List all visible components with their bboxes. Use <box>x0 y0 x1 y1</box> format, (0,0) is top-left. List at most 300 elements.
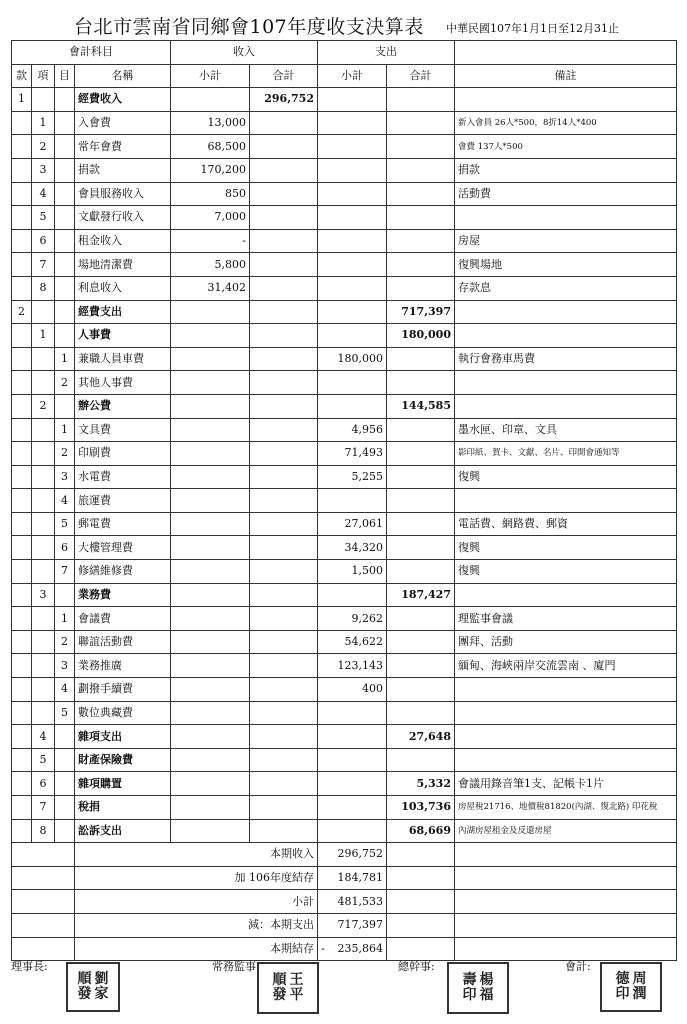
income-subtotal-cell <box>171 489 250 513</box>
xiang-cell <box>32 536 55 560</box>
note-cell <box>455 88 677 112</box>
note-cell <box>455 583 677 607</box>
header-row-2 <box>12 64 677 88</box>
item-name-cell: 經費收入 <box>75 88 171 112</box>
note-cell <box>455 678 677 702</box>
summary-blank-cell <box>387 913 455 937</box>
income-total-cell <box>250 253 318 277</box>
kuan-cell <box>12 678 32 702</box>
item-name-cell: 人事費 <box>75 324 171 348</box>
note-cell: 內湖房屋租金及反還房屋 <box>455 819 677 843</box>
mu-cell: 1 <box>55 347 75 371</box>
income-total-cell <box>250 560 318 584</box>
expense-total-cell <box>387 347 455 371</box>
note-cell <box>455 489 677 513</box>
income-total-cell <box>250 819 318 843</box>
table-row <box>12 135 677 159</box>
note-cell: 影印紙、賀卡、文獻、名片、印開會通知等 <box>455 442 677 466</box>
expense-subtotal-cell <box>318 158 387 182</box>
expense-total-cell <box>387 158 455 182</box>
note-cell: 電話費、網路費、郵資 <box>455 512 677 536</box>
table-row <box>12 819 677 843</box>
expense-subtotal-cell <box>318 324 387 348</box>
expense-subtotal-cell <box>318 229 387 253</box>
header-income-total: 合計 <box>250 64 318 88</box>
table-row <box>12 88 677 112</box>
sig-secretary-label: 總幹事: <box>398 960 435 973</box>
note-cell: 墨水匣、印章、文具 <box>455 418 677 442</box>
note-cell: 房屋稅21716、地價稅81820(內湖、復北路) 印花稅 <box>455 796 677 820</box>
income-total-cell <box>250 158 318 182</box>
income-subtotal-cell <box>171 88 250 112</box>
kuan-cell <box>12 182 32 206</box>
mu-cell <box>55 158 75 182</box>
expense-total-cell <box>387 630 455 654</box>
mu-cell <box>55 229 75 253</box>
xiang-cell <box>32 512 55 536</box>
table-row <box>12 229 677 253</box>
expense-total-cell <box>387 442 455 466</box>
mu-cell: 3 <box>55 654 75 678</box>
table-row <box>12 206 677 230</box>
note-cell: 復興 <box>455 465 677 489</box>
table-row <box>12 489 677 513</box>
income-total-cell <box>250 324 318 348</box>
table-row <box>12 371 677 395</box>
xiang-cell: 6 <box>32 229 55 253</box>
income-total-cell <box>250 607 318 631</box>
expense-subtotal-cell <box>318 135 387 159</box>
header-expense-total: 合計 <box>387 64 455 88</box>
summary-blank-cell <box>55 866 75 890</box>
income-subtotal-cell <box>171 630 250 654</box>
mu-cell <box>55 394 75 418</box>
xiang-cell: 8 <box>32 276 55 300</box>
expense-total-cell <box>387 654 455 678</box>
kuan-cell <box>12 772 32 796</box>
note-cell: 緬甸、海峽兩岸交流雲南 、廈門 <box>455 654 677 678</box>
item-name-cell: 辦公費 <box>75 394 171 418</box>
summary-label-cell <box>75 866 318 890</box>
mu-cell: 4 <box>55 678 75 702</box>
summary-blank-cell <box>387 890 455 914</box>
summary-blank-cell <box>455 843 677 867</box>
expense-subtotal-cell <box>318 489 387 513</box>
item-name-cell: 場地清潔費 <box>75 253 171 277</box>
xiang-cell: 3 <box>32 583 55 607</box>
income-total-cell <box>250 465 318 489</box>
table-row <box>12 654 677 678</box>
expense-total-cell: 5,332 <box>387 772 455 796</box>
note-cell: 存款息 <box>455 276 677 300</box>
income-subtotal-cell <box>171 607 250 631</box>
kuan-cell: 1 <box>12 88 32 112</box>
expense-subtotal-cell <box>318 182 387 206</box>
income-subtotal-cell <box>171 324 250 348</box>
note-cell <box>455 394 677 418</box>
expense-subtotal-cell: 4,956 <box>318 418 387 442</box>
income-total-cell <box>250 371 318 395</box>
table-row <box>12 324 677 348</box>
note-cell: 執行會務車馬費 <box>455 347 677 371</box>
income-total-cell <box>250 678 318 702</box>
income-total-cell <box>250 748 318 772</box>
item-name-cell: 印刷費 <box>75 442 171 466</box>
item-name-cell: 大樓管理費 <box>75 536 171 560</box>
note-cell: 團拜、活動 <box>455 630 677 654</box>
expense-total-cell <box>387 111 455 135</box>
xiang-cell <box>32 347 55 371</box>
expense-total-cell: 103,736 <box>387 796 455 820</box>
table-row <box>12 678 677 702</box>
xiang-cell <box>32 300 55 324</box>
income-subtotal-cell <box>171 654 250 678</box>
summary-blank-cell <box>455 913 677 937</box>
note-cell <box>455 748 677 772</box>
expense-subtotal-cell <box>318 371 387 395</box>
mu-cell: 4 <box>55 489 75 513</box>
expense-subtotal-cell: 9,262 <box>318 607 387 631</box>
header-expense: 支出 <box>318 41 455 65</box>
note-cell: 活動費 <box>455 182 677 206</box>
kuan-cell <box>12 276 32 300</box>
expense-total-cell <box>387 206 455 230</box>
kuan-cell <box>12 465 32 489</box>
kuan-cell <box>12 158 32 182</box>
table-row <box>12 512 677 536</box>
mu-cell <box>55 725 75 749</box>
income-total-cell <box>250 300 318 324</box>
expense-total-cell <box>387 536 455 560</box>
income-total-cell <box>250 347 318 371</box>
expense-total-cell <box>387 418 455 442</box>
item-name-cell: 財產保險費 <box>75 748 171 772</box>
note-cell <box>455 701 677 725</box>
mu-cell <box>55 206 75 230</box>
income-subtotal-cell <box>171 583 250 607</box>
mu-cell: 2 <box>55 371 75 395</box>
mu-cell <box>55 772 75 796</box>
mu-cell <box>55 182 75 206</box>
note-cell: 理監事會議 <box>455 607 677 631</box>
item-name-cell: 文具費 <box>75 418 171 442</box>
expense-subtotal-cell <box>318 253 387 277</box>
expense-total-cell: 180,000 <box>387 324 455 348</box>
item-name-cell: 業務推廣 <box>75 654 171 678</box>
header-income-subtotal: 小計 <box>171 64 250 88</box>
income-subtotal-cell: 13,000 <box>171 111 250 135</box>
mu-cell <box>55 819 75 843</box>
xiang-cell: 7 <box>32 796 55 820</box>
accountant-seal-stamp: 周 潤 德 印 <box>600 962 662 1012</box>
summary-blank-cell <box>32 866 55 890</box>
table-row <box>12 347 677 371</box>
item-name-cell: 劃撥手續費 <box>75 678 171 702</box>
mu-cell: 5 <box>55 701 75 725</box>
income-subtotal-cell: 7,000 <box>171 206 250 230</box>
note-cell <box>455 725 677 749</box>
income-subtotal-cell <box>171 536 250 560</box>
summary-value: 481,533 <box>337 894 383 908</box>
xiang-cell <box>32 654 55 678</box>
summary-value: 235,864 <box>337 941 383 955</box>
mu-cell: 2 <box>55 442 75 466</box>
header-income: 收入 <box>171 41 318 65</box>
mu-cell: 1 <box>55 418 75 442</box>
xiang-cell: 4 <box>32 182 55 206</box>
table-row <box>12 536 677 560</box>
expense-subtotal-cell: 123,143 <box>318 654 387 678</box>
kuan-cell <box>12 111 32 135</box>
expense-total-cell <box>387 512 455 536</box>
expense-total-cell <box>387 701 455 725</box>
expense-subtotal-cell <box>318 300 387 324</box>
table-row <box>12 725 677 749</box>
document-title: 台北市雲南省同鄉會107年度收支決算表 <box>74 16 424 38</box>
xiang-cell: 2 <box>32 394 55 418</box>
income-subtotal-cell <box>171 300 250 324</box>
summary-blank-cell <box>32 913 55 937</box>
mu-cell <box>55 583 75 607</box>
expense-total-cell <box>387 678 455 702</box>
mu-cell <box>55 88 75 112</box>
expense-total-cell <box>387 182 455 206</box>
xiang-cell <box>32 607 55 631</box>
summary-label-cell <box>75 843 318 867</box>
kuan-cell <box>12 796 32 820</box>
summary-label-cell <box>75 937 318 961</box>
kuan-cell <box>12 324 32 348</box>
kuan-cell <box>12 701 32 725</box>
expense-total-cell: 68,669 <box>387 819 455 843</box>
header-xiang: 項 <box>32 64 55 88</box>
header-account: 會計科目 <box>12 41 171 65</box>
expense-total-cell: 144,585 <box>387 394 455 418</box>
mu-cell: 6 <box>55 536 75 560</box>
summary-blank-cell <box>387 843 455 867</box>
xiang-cell <box>32 489 55 513</box>
xiang-cell <box>32 418 55 442</box>
table-row <box>12 607 677 631</box>
item-name-cell: 文獻發行收入 <box>75 206 171 230</box>
mu-cell <box>55 135 75 159</box>
expense-subtotal-cell: 1,500 <box>318 560 387 584</box>
secretary-seal-stamp: 楊 福 壽 印 <box>447 962 509 1014</box>
expense-total-cell <box>387 560 455 584</box>
sig-supervisor-label: 常務監事 <box>212 960 256 973</box>
table-row <box>12 418 677 442</box>
chair-seal-stamp: 劉 家 順 發 <box>66 962 120 1012</box>
table-row <box>12 465 677 489</box>
xiang-cell: 5 <box>32 206 55 230</box>
kuan-cell <box>12 607 32 631</box>
mu-cell: 3 <box>55 465 75 489</box>
kuan-cell <box>12 489 32 513</box>
mu-cell <box>55 111 75 135</box>
period-label: 中華民國107年1月1日至12月31止 <box>446 22 619 35</box>
income-subtotal-cell <box>171 512 250 536</box>
expense-subtotal-cell <box>318 394 387 418</box>
xiang-cell: 5 <box>32 748 55 772</box>
expense-total-cell <box>387 465 455 489</box>
table-row <box>12 701 677 725</box>
summary-label-cell <box>75 890 318 914</box>
expense-total-cell <box>387 489 455 513</box>
expense-subtotal-cell <box>318 748 387 772</box>
income-total-cell <box>250 772 318 796</box>
income-total-cell <box>250 583 318 607</box>
kuan-cell <box>12 371 32 395</box>
summary-label: 減：本期支出 <box>248 918 314 932</box>
item-name-cell: 聯誼活動費 <box>75 630 171 654</box>
summary-label-cell <box>75 913 318 937</box>
sig-accountant-label: 會計: <box>565 960 591 973</box>
summary-blank-cell <box>32 843 55 867</box>
mu-cell <box>55 300 75 324</box>
xiang-cell <box>32 560 55 584</box>
expense-total-cell <box>387 229 455 253</box>
item-name-cell: 修繕維修費 <box>75 560 171 584</box>
expense-subtotal-cell: 180,000 <box>318 347 387 371</box>
income-subtotal-cell <box>171 678 250 702</box>
table-row <box>12 796 677 820</box>
header-name: 名稱 <box>75 64 171 88</box>
header-mu: 目 <box>55 64 75 88</box>
table-row <box>12 394 677 418</box>
summary-value-cell <box>318 913 387 937</box>
kuan-cell: 2 <box>12 300 32 324</box>
income-subtotal-cell <box>171 560 250 584</box>
income-subtotal-cell: 850 <box>171 182 250 206</box>
summary-value-cell <box>318 890 387 914</box>
xiang-cell <box>32 701 55 725</box>
income-subtotal-cell <box>171 819 250 843</box>
table-row <box>12 560 677 584</box>
note-cell: 會議用錄音筆1支、記帳卡1片 <box>455 772 677 796</box>
summary-row <box>12 890 677 914</box>
income-total-cell <box>250 182 318 206</box>
income-subtotal-cell: 170,200 <box>171 158 250 182</box>
income-total-cell <box>250 725 318 749</box>
item-name-cell: 常年會費 <box>75 135 171 159</box>
mu-cell: 5 <box>55 512 75 536</box>
kuan-cell <box>12 206 32 230</box>
expense-subtotal-cell <box>318 701 387 725</box>
item-name-cell: 雜項購置 <box>75 772 171 796</box>
income-total-cell <box>250 442 318 466</box>
kuan-cell <box>12 512 32 536</box>
expense-total-cell <box>387 253 455 277</box>
income-subtotal-cell: 68,500 <box>171 135 250 159</box>
item-name-cell: 業務費 <box>75 583 171 607</box>
header-note: 備註 <box>455 64 677 88</box>
summary-value-cell <box>318 866 387 890</box>
summary-blank-cell <box>55 890 75 914</box>
table-row <box>12 442 677 466</box>
table-row <box>12 111 677 135</box>
expense-subtotal-cell: 5,255 <box>318 465 387 489</box>
item-name-cell: 租金收入 <box>75 229 171 253</box>
note-cell <box>455 300 677 324</box>
summary-blank-cell <box>55 843 75 867</box>
mu-cell: 7 <box>55 560 75 584</box>
xiang-cell: 8 <box>32 819 55 843</box>
summary-row <box>12 913 677 937</box>
table-row <box>12 253 677 277</box>
kuan-cell <box>12 583 32 607</box>
expense-total-cell <box>387 607 455 631</box>
kuan-cell <box>12 229 32 253</box>
expense-total-cell: 187,427 <box>387 583 455 607</box>
note-cell: 復興場地 <box>455 253 677 277</box>
note-cell: 會費 137人*500 <box>455 135 677 159</box>
xiang-cell <box>32 88 55 112</box>
item-name-cell: 兼職人員車費 <box>75 347 171 371</box>
income-total-cell <box>250 489 318 513</box>
expense-total-cell <box>387 748 455 772</box>
expense-total-cell <box>387 371 455 395</box>
summary-blank-cell <box>387 866 455 890</box>
income-total-cell <box>250 229 318 253</box>
xiang-cell <box>32 442 55 466</box>
income-subtotal-cell: - <box>171 229 250 253</box>
mu-cell <box>55 253 75 277</box>
expense-total-cell: 717,397 <box>387 300 455 324</box>
item-name-cell: 雜項支出 <box>75 725 171 749</box>
income-subtotal-cell <box>171 748 250 772</box>
item-name-cell: 入會費 <box>75 111 171 135</box>
table-row <box>12 276 677 300</box>
summary-blank-cell <box>32 890 55 914</box>
summary-blank-cell <box>12 843 32 867</box>
xiang-cell: 1 <box>32 111 55 135</box>
summary-blank-cell <box>55 937 75 961</box>
expense-total-cell <box>387 88 455 112</box>
income-total-cell <box>250 654 318 678</box>
income-subtotal-cell <box>171 347 250 371</box>
income-total-cell <box>250 512 318 536</box>
note-cell <box>455 324 677 348</box>
expense-subtotal-cell <box>318 276 387 300</box>
note-cell <box>455 206 677 230</box>
summary-label: 小計 <box>292 894 314 908</box>
expense-subtotal-cell: 34,320 <box>318 536 387 560</box>
xiang-cell: 2 <box>32 135 55 159</box>
xiang-cell <box>32 630 55 654</box>
expense-total-cell: 27,648 <box>387 725 455 749</box>
income-total-cell <box>250 630 318 654</box>
summary-value-cell <box>318 937 387 961</box>
note-cell <box>455 371 677 395</box>
table-row <box>12 630 677 654</box>
summary-blank-cell <box>55 913 75 937</box>
summary-blank-cell <box>12 913 32 937</box>
summary-value: 296,752 <box>337 847 383 861</box>
kuan-cell <box>12 442 32 466</box>
expense-subtotal-cell <box>318 725 387 749</box>
income-subtotal-cell: 5,800 <box>171 253 250 277</box>
summary-sign: - <box>321 941 325 955</box>
summary-blank-cell <box>455 890 677 914</box>
income-total-cell <box>250 135 318 159</box>
kuan-cell <box>12 418 32 442</box>
expense-subtotal-cell: 71,493 <box>318 442 387 466</box>
summary-value-cell <box>318 843 387 867</box>
expense-subtotal-cell: 400 <box>318 678 387 702</box>
mu-cell <box>55 276 75 300</box>
xiang-cell: 7 <box>32 253 55 277</box>
expense-subtotal-cell <box>318 206 387 230</box>
